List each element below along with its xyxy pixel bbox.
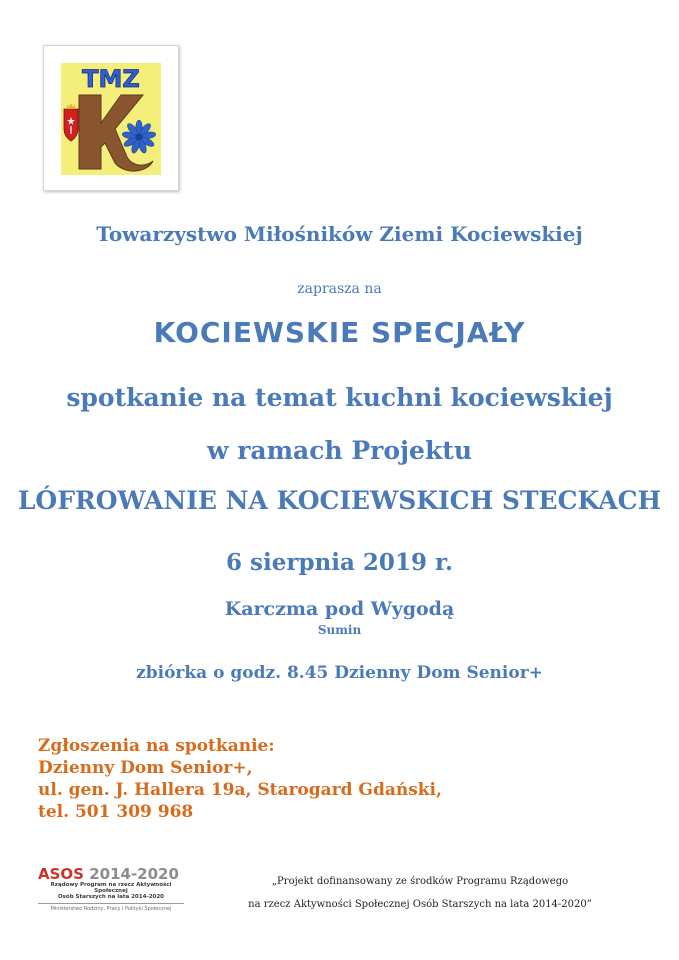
meeting-point: zbiórka o godz. 8.45 Dzienny Dom Senior+ bbox=[136, 663, 543, 683]
event-date: 6 sierpnia 2019 r. bbox=[226, 549, 453, 576]
funding-note-line2: na rzecz Aktywności Społecznej Osób Starszych na lata 2014-2020” bbox=[248, 899, 592, 910]
registration-address: ul. gen. J. Hallera 19a, Starogard Gdański, bbox=[38, 780, 442, 800]
asos-program-line2: Osób Starszych na lata 2014-2020 bbox=[57, 894, 165, 900]
tmz-logo bbox=[43, 45, 179, 191]
project-name: LÓFROWANIE NA KOCIEWSKICH STECKACH bbox=[17, 486, 662, 515]
event-subtitle: spotkanie na temat kuchni kociewskiej bbox=[66, 383, 613, 412]
event-town: Sumin bbox=[317, 623, 362, 637]
event-venue: Karczma pod Wygodą bbox=[224, 598, 455, 620]
asos-logo bbox=[38, 866, 184, 912]
logo-text: TMZ bbox=[82, 65, 140, 93]
project-intro: w ramach Projektu bbox=[207, 436, 472, 465]
tmz-emblem bbox=[61, 63, 161, 175]
invite-text: zaprasza na bbox=[297, 281, 382, 297]
asos-ministry: Ministerstwo Rodziny, Pracy i Polityki Społecznej bbox=[50, 906, 172, 912]
asos-years: 2014-2020 bbox=[89, 865, 179, 883]
registration-info bbox=[38, 735, 518, 823]
registration-place: Dzienny Dom Senior+, bbox=[38, 758, 253, 778]
registration-phone: tel. 501 309 968 bbox=[38, 802, 194, 822]
funding-note-line1: „Projekt dofinansowany ze środków Programu Rządowego bbox=[271, 876, 569, 887]
organization-name: Towarzystwo Miłośników Ziemi Kociewskiej bbox=[96, 222, 583, 246]
registration-heading: Zgłoszenia na spotkanie: bbox=[38, 736, 275, 756]
asos-divider bbox=[38, 903, 184, 904]
asos-word: ASOS bbox=[38, 865, 84, 883]
event-title: KOCIEWSKIE SPECJAŁY bbox=[153, 316, 526, 349]
asos-program-line1: Rządowy Program na rzecz Aktywności Społecznej bbox=[50, 882, 172, 894]
asos-heading bbox=[38, 866, 184, 882]
